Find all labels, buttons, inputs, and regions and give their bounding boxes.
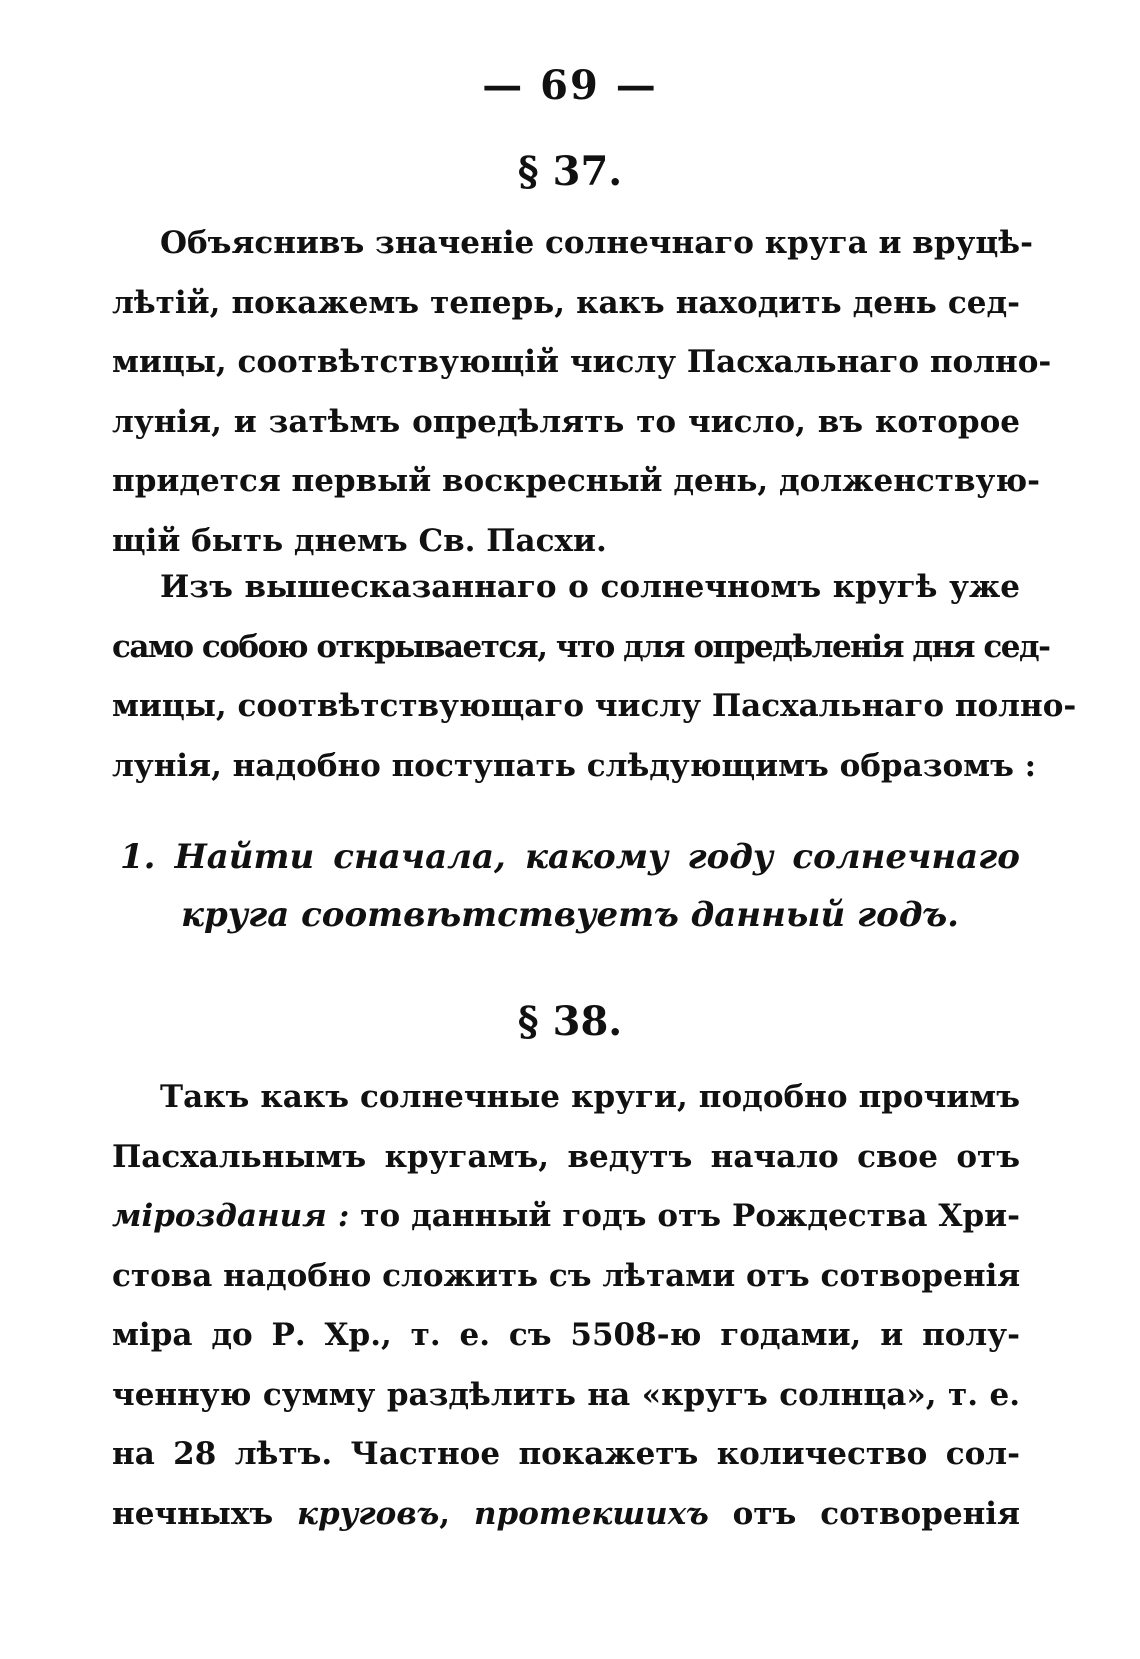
text-line: придется первый воскресный день, долженствую-: [112, 463, 1041, 499]
text-fragment: нечныхъ: [112, 1495, 298, 1532]
text-line: мицы, соотвѣтствующаго числу Пасхальнаго полно-: [112, 688, 1077, 724]
text-line: [112, 1485, 1020, 1545]
section-37-heading: § 37.: [517, 148, 623, 195]
text-line: Пасхальнымъ кругамъ, ведутъ начало свое отъ: [112, 1138, 1020, 1175]
text-line: лунія, надобно поступать слѣдующимъ образомъ :: [112, 747, 1037, 784]
section-38-paragraph-1: [112, 1068, 1020, 1544]
rule-line: круга соотвѣтствуетъ данный годъ.: [180, 895, 960, 935]
text-line: щій быть днемъ Св. Пасхи.: [112, 522, 607, 559]
text-line: міра до Р. Хр., т. е. съ 5508-ю годами, и полу-: [112, 1317, 1020, 1353]
text-line: ченную сумму раздѣлить на «кругъ солнца», т. е.: [112, 1376, 1020, 1413]
text-line: Изъ вышесказаннаго о солнечномъ кругѣ уже: [160, 569, 1020, 605]
text-line: на 28 лѣтъ. Частное покажетъ количество сол-: [112, 1436, 1020, 1472]
section-38-heading: § 38.: [517, 998, 623, 1045]
text-line: лунія, и затѣмъ опредѣлять то число, въ которое: [112, 403, 1020, 440]
text-line: стова надобно сложить съ лѣтами отъ сотворенія: [112, 1257, 1021, 1294]
text-fragment: отъ сотворенія: [708, 1495, 1020, 1532]
text-line: само собою открывается, что для опредѣленія дня сед-: [112, 628, 1050, 665]
section-37-paragraph-1: [112, 214, 1052, 571]
rule-1: [120, 828, 1020, 944]
rule-line: 1. Найти сначала, какому году солнечнаго: [120, 837, 1020, 877]
section-37-paragraph-2: [112, 558, 1077, 796]
text-fragment: ,: [439, 1495, 474, 1532]
text-line: лѣтій, покажемъ теперь, какъ находить день сед-: [112, 284, 1020, 321]
page-number: — 69 —: [482, 62, 658, 109]
italic-term: протекшихъ: [473, 1495, 709, 1532]
text-fragment: то данный годъ отъ Рождества Хри-: [349, 1198, 1020, 1234]
text-line: Объяснивъ значеніе солнечнаго круга и вруцѣ-: [160, 225, 1033, 261]
text-line: мицы, соотвѣтствующій числу Пасхальнаго полно-: [112, 344, 1052, 380]
text-line: [112, 1187, 1020, 1247]
italic-term: круговъ: [297, 1495, 440, 1532]
italic-term: міроздания :: [112, 1198, 350, 1234]
text-line: Такъ какъ солнечные круги, подобно прочимъ: [160, 1079, 1020, 1115]
